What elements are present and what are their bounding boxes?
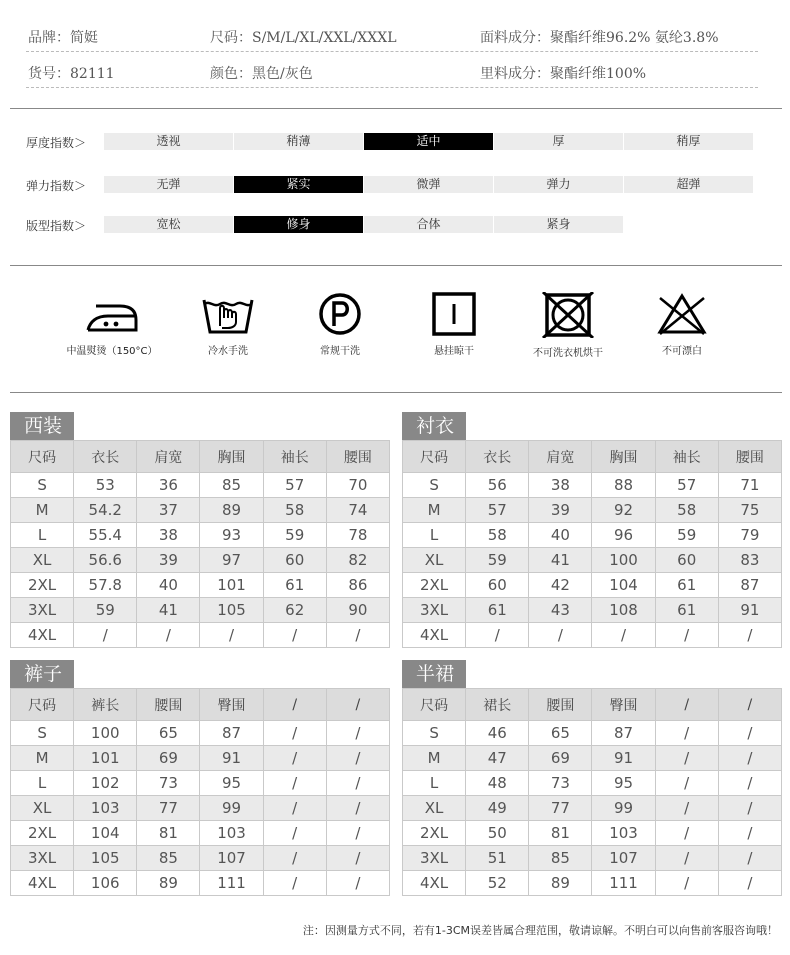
table-row: [403, 498, 782, 523]
measure-cell: 38: [137, 523, 200, 548]
size-cell: 3XL: [403, 598, 466, 623]
measure-cell: 54.2: [74, 498, 137, 523]
size-cell: L: [11, 771, 74, 796]
measure-cell: /: [718, 846, 781, 871]
section-divider: [10, 108, 782, 109]
measure-cell: 107: [200, 846, 263, 871]
measure-cell: 86: [326, 573, 389, 598]
measure-cell: 41: [137, 598, 200, 623]
table-header-row: [403, 689, 782, 721]
index-option: 透视: [104, 133, 233, 150]
index-option: 弹力: [494, 176, 623, 193]
index-option-selected: 修身: [234, 216, 363, 233]
iron-medium-icon: [84, 292, 140, 336]
measure-cell: 53: [74, 473, 137, 498]
measure-cell: /: [326, 821, 389, 846]
header-cell: 衣长: [466, 441, 529, 473]
size-cell: 3XL: [11, 846, 74, 871]
header-cell: 胸围: [200, 441, 263, 473]
measure-cell: 57: [466, 498, 529, 523]
care-label: 不可洗衣机烘干: [533, 348, 603, 359]
care-item-handwash: [186, 292, 270, 357]
measure-cell: 37: [137, 498, 200, 523]
measure-cell: 107: [592, 846, 655, 871]
measure-cell: 101: [74, 746, 137, 771]
measure-cell: /: [718, 871, 781, 896]
measure-cell: 65: [529, 721, 592, 746]
measure-cell: 56: [466, 473, 529, 498]
product-info: [28, 27, 758, 57]
measure-cell: 78: [326, 523, 389, 548]
measure-cell: 99: [200, 796, 263, 821]
measure-cell: /: [655, 796, 718, 821]
measure-cell: 111: [200, 871, 263, 896]
measure-cell: /: [718, 771, 781, 796]
index-option: 厚: [494, 133, 623, 150]
measure-cell: /: [529, 623, 592, 648]
no-bleach-icon: [654, 292, 710, 336]
table-row: [403, 721, 782, 746]
measure-cell: 87: [200, 721, 263, 746]
header-cell: 腰围: [529, 689, 592, 721]
measure-cell: 85: [137, 846, 200, 871]
measure-cell: 87: [718, 573, 781, 598]
measure-cell: 39: [137, 548, 200, 573]
measurement-note: 注：因测量方式不同，若有1-3CM误差皆属合理范围，敬请谅解。不明白可以向售前客服咨询哦！: [302, 924, 778, 937]
table-row: [403, 746, 782, 771]
measure-cell: /: [655, 746, 718, 771]
measure-cell: /: [326, 871, 389, 896]
table-row: [403, 473, 782, 498]
hang-dry-icon: [426, 292, 482, 336]
header-cell: /: [326, 689, 389, 721]
measure-cell: 103: [592, 821, 655, 846]
index-option-selected: 紧实: [234, 176, 363, 193]
measure-cell: 101: [200, 573, 263, 598]
care-label: 常规干洗: [320, 346, 360, 357]
index-option: 宽松: [104, 216, 233, 233]
measure-cell: 61: [655, 573, 718, 598]
measure-cell: /: [263, 796, 326, 821]
measure-cell: 95: [592, 771, 655, 796]
size-cell: L: [403, 523, 466, 548]
measure-cell: 55.4: [74, 523, 137, 548]
care-label: 中温熨烫（150°C）: [66, 346, 158, 357]
measure-cell: 85: [200, 473, 263, 498]
size-cell: XL: [403, 796, 466, 821]
size-cell: 2XL: [11, 573, 74, 598]
measure-cell: 58: [466, 523, 529, 548]
measure-cell: 103: [74, 796, 137, 821]
table-title: 衬衣: [402, 412, 466, 440]
item-number-text: 货号：82111: [28, 66, 115, 82]
measure-cell: /: [655, 846, 718, 871]
measure-cell: 89: [137, 871, 200, 896]
measure-cell: /: [718, 796, 781, 821]
header-cell: 尺码: [11, 441, 74, 473]
measure-cell: 100: [74, 721, 137, 746]
size-cell: 4XL: [403, 871, 466, 896]
header-cell: 腰围: [137, 689, 200, 721]
measure-cell: /: [655, 871, 718, 896]
measure-cell: 79: [718, 523, 781, 548]
size-table: [10, 688, 390, 896]
measure-cell: 100: [592, 548, 655, 573]
measure-cell: 40: [137, 573, 200, 598]
measure-cell: 91: [200, 746, 263, 771]
size-cell: L: [403, 771, 466, 796]
index-option-selected: 适中: [364, 133, 493, 150]
table-row: [11, 498, 390, 523]
table-row: [11, 846, 390, 871]
measure-cell: 60: [466, 573, 529, 598]
table-row: [403, 523, 782, 548]
lining-text: 里料成分：聚酯纤维100%: [480, 66, 647, 82]
measure-cell: /: [326, 771, 389, 796]
measure-cell: 58: [263, 498, 326, 523]
measure-cell: 97: [200, 548, 263, 573]
measure-cell: 47: [466, 746, 529, 771]
size-cell: 4XL: [11, 871, 74, 896]
table-row: [403, 573, 782, 598]
measure-cell: 41: [529, 548, 592, 573]
hand-wash-cold-icon: [200, 292, 256, 336]
header-cell: 尺码: [403, 441, 466, 473]
index-option: 合体: [364, 216, 493, 233]
size-table: [402, 440, 782, 648]
measure-cell: 88: [592, 473, 655, 498]
size-cell: 3XL: [403, 846, 466, 871]
index-label: 弹力指数＞: [26, 179, 87, 193]
size-table: [10, 440, 390, 648]
size-cell: 2XL: [403, 573, 466, 598]
size-range-text: 尺码：S/M/L/XL/XXL/XXXL: [210, 30, 397, 46]
index-label: 厚度指数＞: [26, 136, 87, 150]
measure-cell: 43: [529, 598, 592, 623]
measure-cell: 36: [137, 473, 200, 498]
measure-cell: 82: [326, 548, 389, 573]
care-item-no-bleach: [640, 292, 724, 357]
measure-cell: /: [655, 771, 718, 796]
measure-cell: /: [466, 623, 529, 648]
table-row: [11, 573, 390, 598]
color-text: 颜色：黑色/灰色: [210, 66, 313, 82]
measure-cell: /: [326, 721, 389, 746]
size-cell: XL: [403, 548, 466, 573]
measure-cell: 102: [74, 771, 137, 796]
table-title: 西装: [10, 412, 74, 440]
measure-cell: 58: [655, 498, 718, 523]
table-row: [11, 548, 390, 573]
measure-cell: /: [655, 721, 718, 746]
measure-cell: 59: [466, 548, 529, 573]
header-cell: 袖长: [263, 441, 326, 473]
index-option: 稍薄: [234, 133, 363, 150]
table-row: [403, 771, 782, 796]
measure-cell: 105: [74, 846, 137, 871]
header-cell: 臀围: [200, 689, 263, 721]
table-row: [403, 548, 782, 573]
measure-cell: /: [718, 746, 781, 771]
header-cell: /: [655, 689, 718, 721]
size-cell: 4XL: [11, 623, 74, 648]
measure-cell: /: [718, 721, 781, 746]
section-divider: [10, 265, 782, 266]
measure-cell: 40: [529, 523, 592, 548]
measure-cell: 104: [592, 573, 655, 598]
measure-cell: 91: [592, 746, 655, 771]
size-cell: L: [11, 523, 74, 548]
measure-cell: /: [655, 821, 718, 846]
measure-cell: /: [718, 821, 781, 846]
care-label: 冷水手洗: [208, 346, 248, 357]
measure-cell: 62: [263, 598, 326, 623]
measure-cell: 59: [74, 598, 137, 623]
care-item-iron: [52, 292, 172, 357]
brand-text: 品牌：简娗: [28, 30, 98, 46]
size-cell: 2XL: [11, 821, 74, 846]
size-cell: M: [403, 746, 466, 771]
measure-cell: 104: [74, 821, 137, 846]
care-item-hang-dry: [412, 292, 496, 357]
dry-clean-p-icon: [312, 292, 368, 336]
table-row: [403, 796, 782, 821]
table-row: [11, 771, 390, 796]
header-cell: 衣长: [74, 441, 137, 473]
measure-cell: 61: [655, 598, 718, 623]
index-option: 超弹: [624, 176, 753, 193]
size-table: [402, 688, 782, 896]
measure-cell: 90: [326, 598, 389, 623]
measure-cell: /: [200, 623, 263, 648]
measure-cell: 46: [466, 721, 529, 746]
measure-cell: 59: [655, 523, 718, 548]
table-row: [403, 623, 782, 648]
table-header-row: [11, 689, 390, 721]
table-header-row: [403, 441, 782, 473]
measure-cell: 103: [200, 821, 263, 846]
size-cell: M: [11, 498, 74, 523]
measure-cell: /: [263, 623, 326, 648]
measure-cell: 69: [529, 746, 592, 771]
care-item-no-tumble: [518, 292, 618, 359]
table-row: [11, 598, 390, 623]
table-row: [11, 721, 390, 746]
header-cell: 肩宽: [529, 441, 592, 473]
size-cell: 3XL: [11, 598, 74, 623]
care-label: 悬挂晾干: [434, 346, 474, 357]
product-info-row-2: [28, 63, 758, 93]
measure-cell: /: [263, 746, 326, 771]
measure-cell: 50: [466, 821, 529, 846]
size-cell: S: [11, 473, 74, 498]
header-cell: /: [718, 689, 781, 721]
index-label: 版型指数＞: [26, 219, 87, 233]
measure-cell: 95: [200, 771, 263, 796]
measure-cell: 85: [529, 846, 592, 871]
measure-cell: /: [263, 771, 326, 796]
measure-cell: 106: [74, 871, 137, 896]
table-row: [11, 746, 390, 771]
measure-cell: 60: [655, 548, 718, 573]
measure-cell: 60: [263, 548, 326, 573]
header-cell: 裤长: [74, 689, 137, 721]
index-option: 微弹: [364, 176, 493, 193]
measure-cell: 81: [137, 821, 200, 846]
measure-cell: 52: [466, 871, 529, 896]
size-cell: 2XL: [403, 821, 466, 846]
measure-cell: 73: [529, 771, 592, 796]
no-tumble-dry-icon: [540, 292, 596, 338]
table-row: [403, 598, 782, 623]
measure-cell: /: [326, 623, 389, 648]
measure-cell: 59: [263, 523, 326, 548]
size-cell: M: [403, 498, 466, 523]
dotted-divider: [26, 51, 758, 52]
measure-cell: 39: [529, 498, 592, 523]
table-row: [11, 523, 390, 548]
measure-cell: 96: [592, 523, 655, 548]
header-cell: 袖长: [655, 441, 718, 473]
measure-cell: 89: [200, 498, 263, 523]
measure-cell: 108: [592, 598, 655, 623]
measure-cell: /: [137, 623, 200, 648]
measure-cell: 81: [529, 821, 592, 846]
measure-cell: 56.6: [74, 548, 137, 573]
index-option: 无弹: [104, 176, 233, 193]
measure-cell: 73: [137, 771, 200, 796]
measure-cell: 65: [137, 721, 200, 746]
header-cell: 臀围: [592, 689, 655, 721]
care-item-dryclean: [298, 292, 382, 357]
header-cell: 裙长: [466, 689, 529, 721]
size-cell: S: [403, 473, 466, 498]
size-cell: M: [11, 746, 74, 771]
table-row: [403, 871, 782, 896]
measure-cell: 70: [326, 473, 389, 498]
index-option: 紧身: [494, 216, 623, 233]
measure-cell: 71: [718, 473, 781, 498]
measure-cell: 92: [592, 498, 655, 523]
header-cell: 腰围: [326, 441, 389, 473]
size-cell: XL: [11, 548, 74, 573]
measure-cell: 38: [529, 473, 592, 498]
measure-cell: /: [718, 623, 781, 648]
measure-cell: /: [263, 821, 326, 846]
header-cell: 肩宽: [137, 441, 200, 473]
measure-cell: /: [263, 721, 326, 746]
table-header-row: [11, 441, 390, 473]
measure-cell: /: [326, 796, 389, 821]
fabric-text: 面料成分：聚酯纤维96.2% 氨纶3.8%: [480, 30, 719, 46]
header-cell: 尺码: [403, 689, 466, 721]
measure-cell: 89: [529, 871, 592, 896]
index-option: 稍厚: [624, 133, 753, 150]
measure-cell: 49: [466, 796, 529, 821]
measure-cell: /: [326, 846, 389, 871]
measure-cell: 42: [529, 573, 592, 598]
measure-cell: 99: [592, 796, 655, 821]
size-cell: 4XL: [403, 623, 466, 648]
size-cell: S: [11, 721, 74, 746]
header-cell: 胸围: [592, 441, 655, 473]
measure-cell: 77: [529, 796, 592, 821]
care-label: 不可漂白: [662, 346, 702, 357]
size-cell: XL: [11, 796, 74, 821]
measure-cell: 74: [326, 498, 389, 523]
measure-cell: /: [655, 623, 718, 648]
table-row: [11, 796, 390, 821]
measure-cell: 57: [655, 473, 718, 498]
measure-cell: 75: [718, 498, 781, 523]
section-divider: [10, 392, 782, 393]
measure-cell: 48: [466, 771, 529, 796]
measure-cell: 77: [137, 796, 200, 821]
measure-cell: 61: [466, 598, 529, 623]
dotted-divider: [26, 87, 758, 88]
measure-cell: 83: [718, 548, 781, 573]
table-title: 半裙: [402, 660, 466, 688]
measure-cell: 91: [718, 598, 781, 623]
measure-cell: 87: [592, 721, 655, 746]
size-cell: S: [403, 721, 466, 746]
measure-cell: 69: [137, 746, 200, 771]
measure-cell: 61: [263, 573, 326, 598]
measure-cell: 57.8: [74, 573, 137, 598]
table-row: [403, 846, 782, 871]
header-cell: /: [263, 689, 326, 721]
measure-cell: /: [74, 623, 137, 648]
measure-cell: 51: [466, 846, 529, 871]
measure-cell: 105: [200, 598, 263, 623]
measure-cell: 57: [263, 473, 326, 498]
header-cell: 尺码: [11, 689, 74, 721]
measure-cell: 111: [592, 871, 655, 896]
table-title: 裤子: [10, 660, 74, 688]
table-row: [11, 473, 390, 498]
measure-cell: /: [326, 746, 389, 771]
measure-cell: /: [263, 871, 326, 896]
measure-cell: 93: [200, 523, 263, 548]
table-row: [11, 623, 390, 648]
measure-cell: /: [592, 623, 655, 648]
table-row: [11, 821, 390, 846]
table-row: [403, 821, 782, 846]
table-row: [11, 871, 390, 896]
measure-cell: /: [263, 846, 326, 871]
header-cell: 腰围: [718, 441, 781, 473]
